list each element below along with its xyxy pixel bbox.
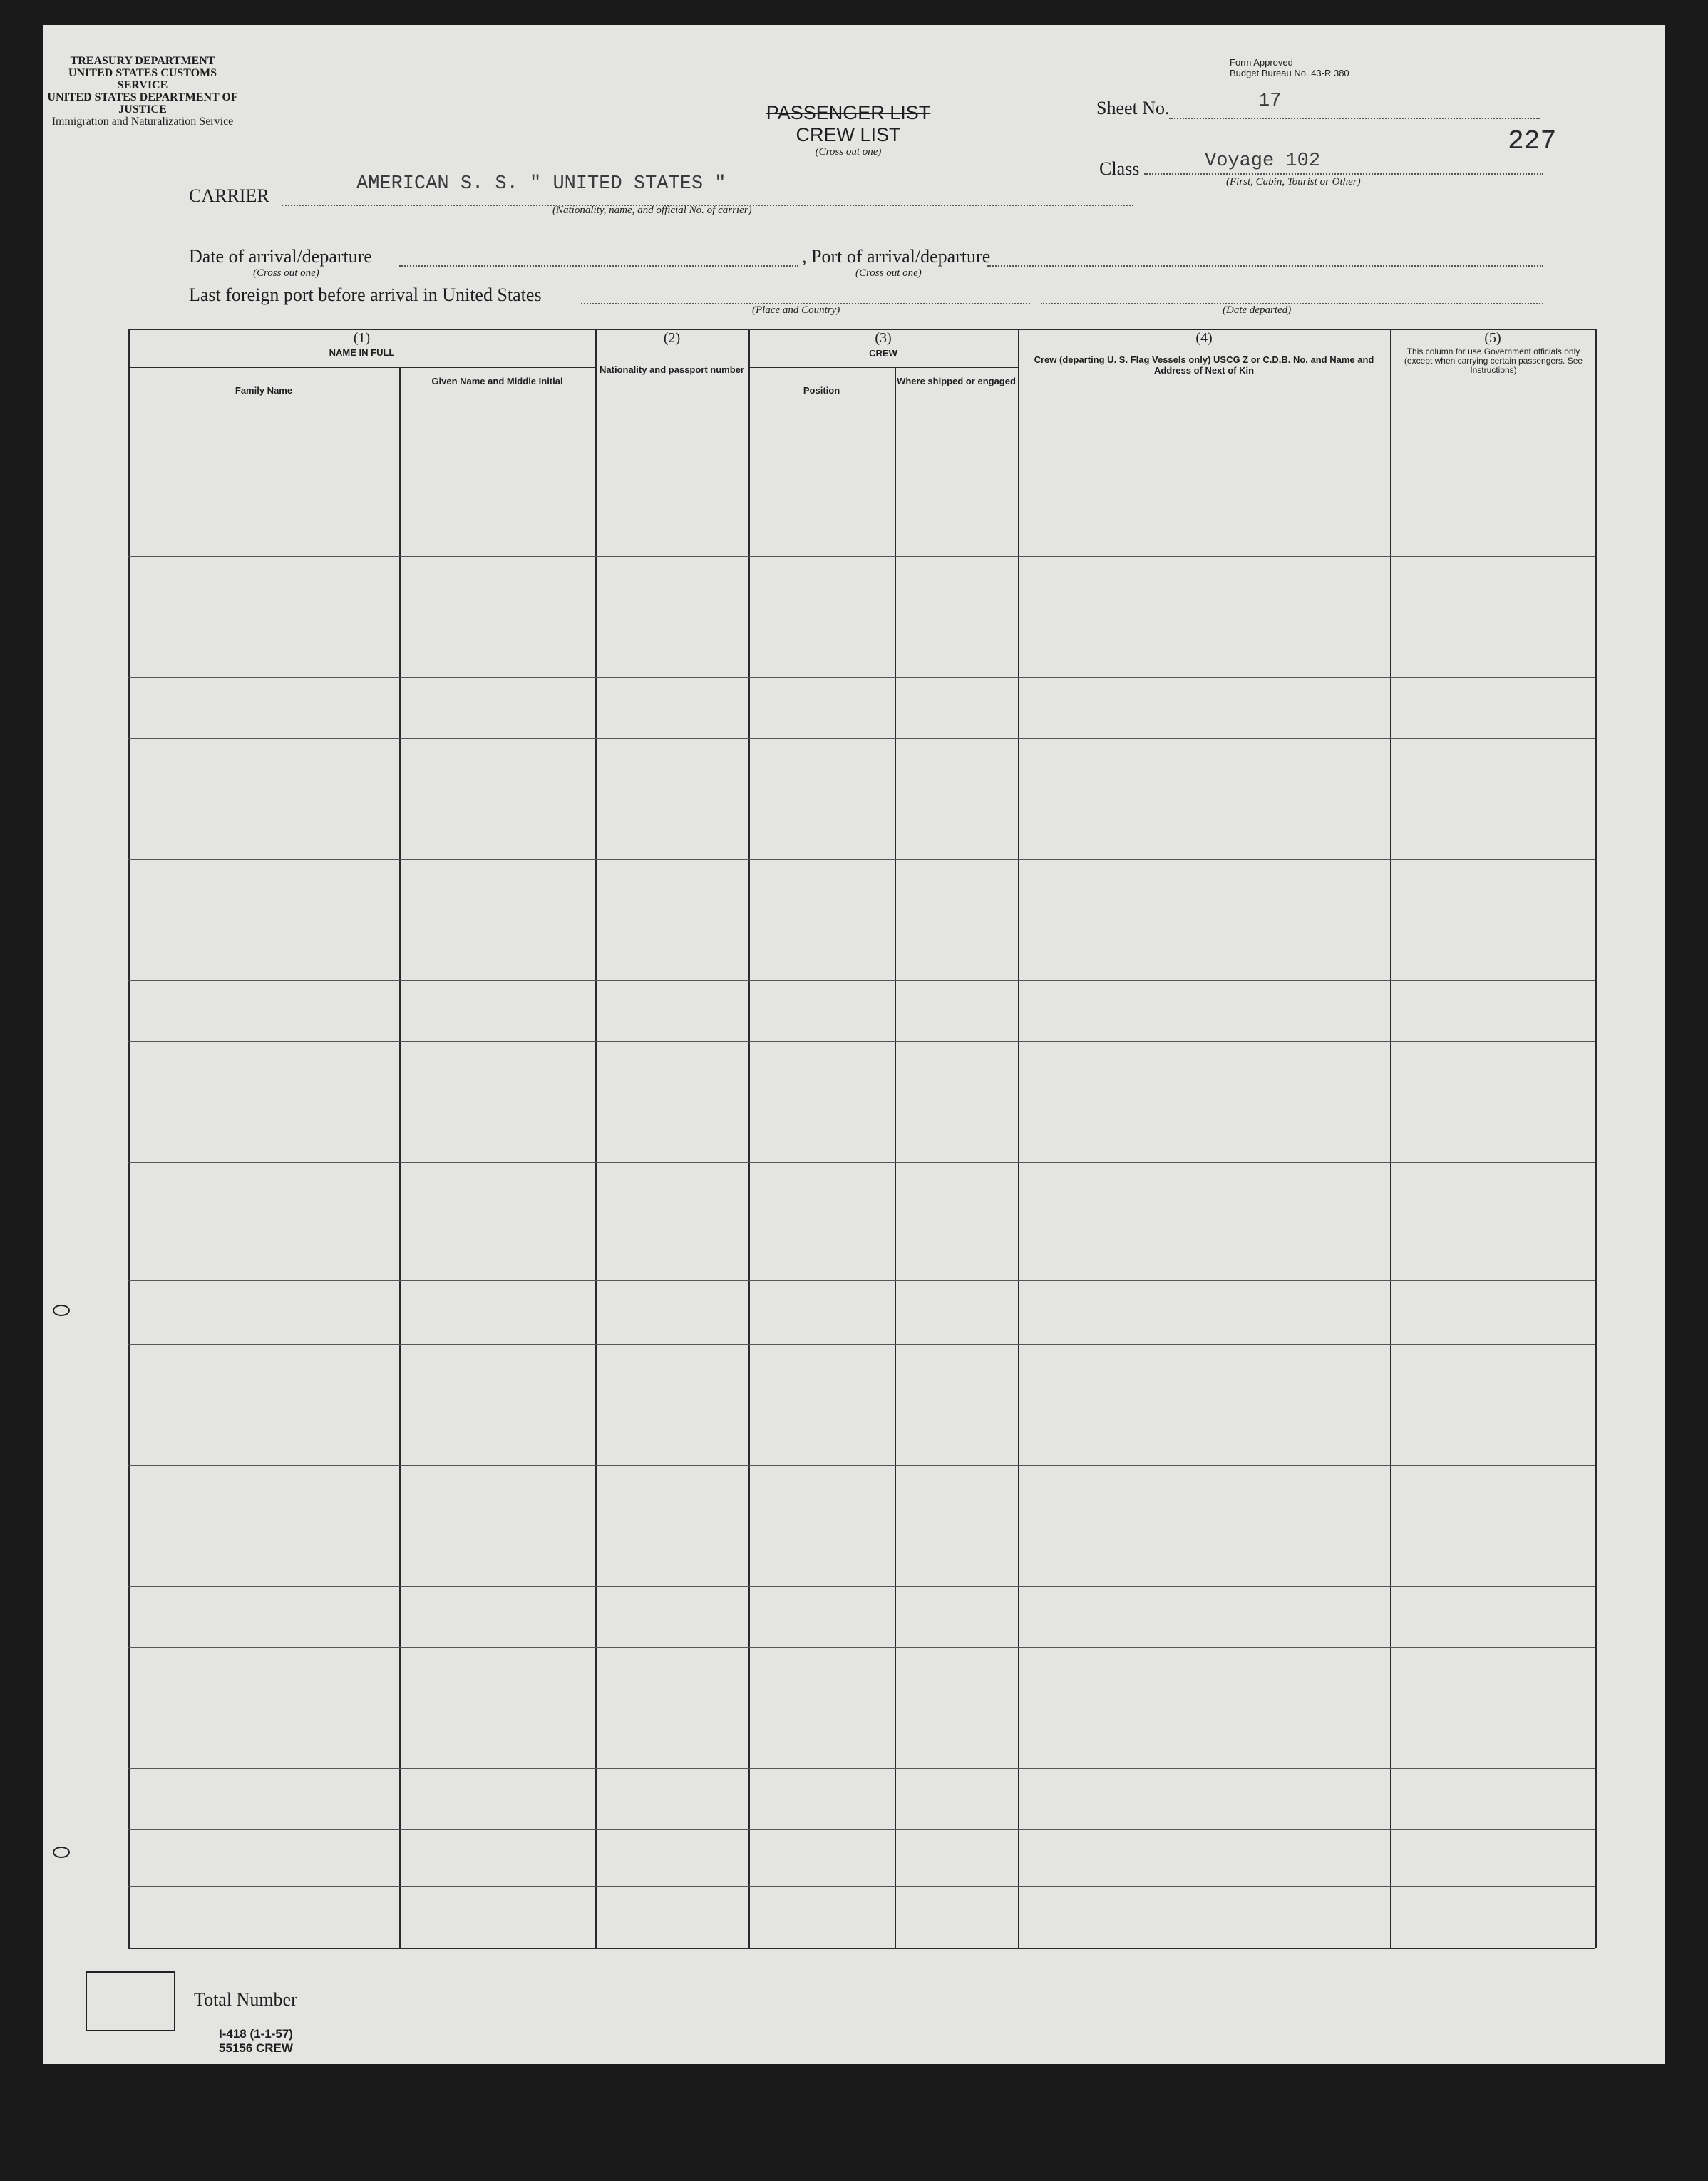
total-number-box — [86, 1971, 175, 2031]
agency-line-3: UNITED STATES DEPARTMENT OF JUSTICE — [47, 91, 238, 116]
cross-out-note: (Cross out one) — [815, 146, 882, 158]
date-note: (Cross out one) — [253, 267, 319, 279]
port-note: (Cross out one) — [855, 267, 922, 279]
page-number: 227 — [1508, 126, 1557, 157]
row-number — [53, 1847, 70, 1858]
form-code: 55156 CREW — [219, 2041, 293, 2055]
col5-number: (5) — [1484, 330, 1501, 346]
date-label — [189, 246, 372, 267]
col-given-name: Given Name and Middle Initial — [431, 376, 563, 386]
date-departed-note: (Date departed) — [1223, 304, 1292, 316]
form-id: I-418 (1-1-57) — [219, 2027, 293, 2041]
carrier-label: CARRIER — [189, 185, 269, 206]
agency-line-1: TREASURY DEPARTMENT — [70, 55, 215, 67]
form-approved — [1230, 57, 1349, 78]
row-number — [53, 1305, 70, 1316]
list-title — [741, 102, 955, 158]
carrier-note: (Nationality, name, and official No. of carrier) — [552, 205, 752, 216]
col-crew-info: Crew (departing U. S. Flag Vessels only) USCG Z or C.D.B. No. and Name and Address of Next of Kin — [1034, 354, 1374, 376]
budget-bureau-line: Budget Bureau No. 43-R 380 — [1230, 68, 1349, 78]
agency-line-2: UNITED STATES CUSTOMS SERVICE — [68, 67, 217, 91]
date-label-text: Date of arrival/departure — [189, 246, 372, 267]
col1-number: (1) — [353, 330, 371, 346]
col3-title: CREW — [869, 348, 897, 359]
col1-title: NAME IN FULL — [329, 347, 395, 358]
place-note: (Place and Country) — [752, 304, 840, 316]
class-note: (First, Cabin, Tourist or Other) — [1226, 176, 1361, 188]
passenger-list-title: PASSENGER LIST — [766, 102, 931, 123]
port-label: , Port of arrival/departure — [802, 246, 991, 267]
agency-header — [43, 55, 242, 128]
col-where-shipped: Where shipped or engaged — [897, 376, 1016, 386]
agency-line-4: Immigration and Naturalization Service — [51, 116, 234, 128]
col-nationality: Nationality and passport number — [600, 364, 744, 375]
crew-list-title: CREW LIST — [796, 124, 901, 145]
sheet-no-value: 17 — [1258, 91, 1282, 112]
last-port-label: Last foreign port before arrival in United States — [189, 284, 542, 305]
col-position: Position — [803, 385, 840, 396]
form-approved-line: Form Approved — [1230, 57, 1293, 68]
sheet-no-label: Sheet No. — [1096, 98, 1170, 118]
carrier-value: AMERICAN S. S. " UNITED STATES " — [356, 173, 726, 195]
col-family-name: Family Name — [235, 385, 293, 396]
form-number — [219, 2027, 293, 2056]
class-value: Voyage 102 — [1205, 150, 1321, 172]
col4-number: (4) — [1195, 330, 1213, 346]
col-government: This column for use Government officials only (except when carrying certain passengers. See Instructions) — [1404, 347, 1583, 375]
col3-number: (3) — [875, 330, 892, 346]
crew-list-document — [43, 25, 1665, 2064]
col2-number: (2) — [663, 330, 681, 346]
total-number-label: Total Number — [194, 1989, 297, 2010]
class-label: Class — [1099, 158, 1140, 179]
